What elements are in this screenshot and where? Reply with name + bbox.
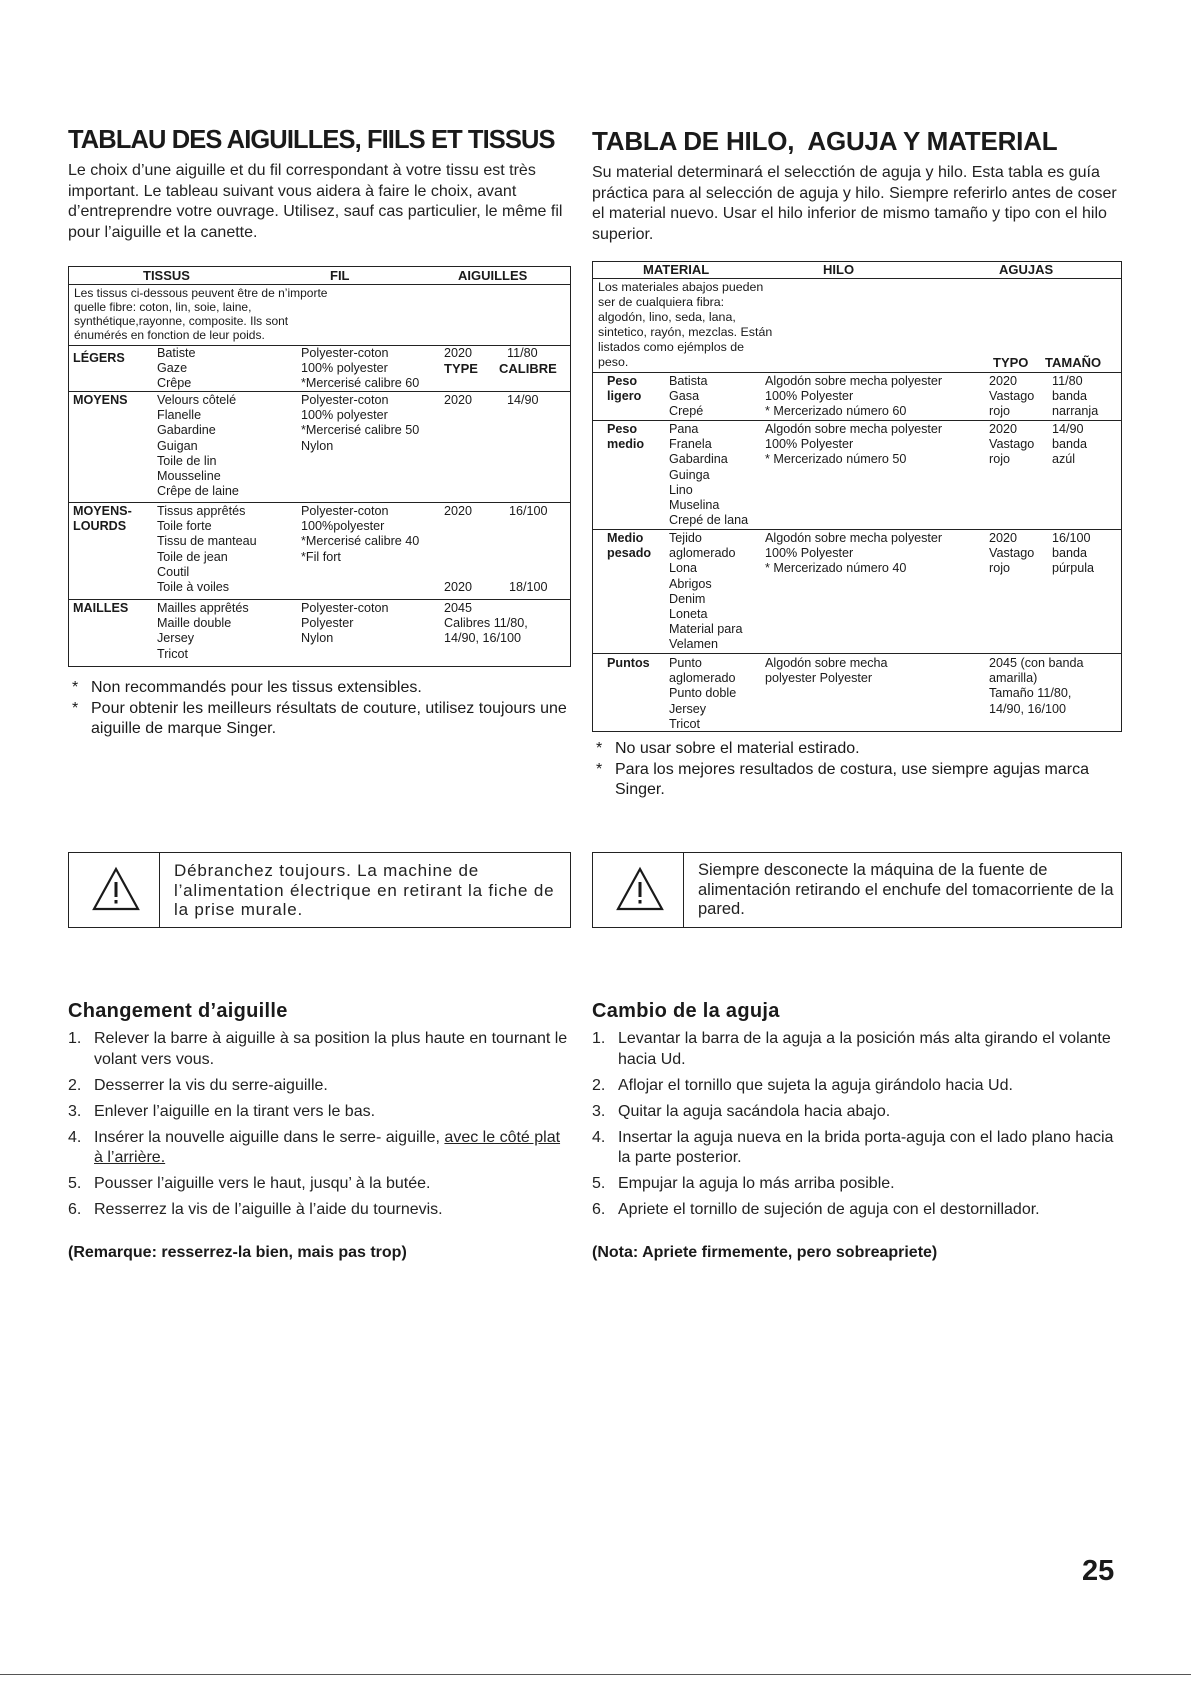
fr-moyens-label: MOYENS [73,393,128,407]
es-step-6 [592,1200,1122,1221]
fr-lourds-size-2: 18/100 [509,580,548,594]
es-step-text: Insertar la aguja nueva en la brida porta-aguja con el lado plano hacia la parte posterior. [618,1128,1114,1166]
fr-legers-size: 11/80 [507,346,538,360]
fr-row-legers [69,346,570,392]
fr-step-6 [68,1200,572,1221]
fr-header-aiguilles: AIGUILLES [458,268,528,283]
fr-table-intro: Les tissus ci-dessous peuvent être de n’importe quelle fibre: coton, lin, soie, laine, synthétique,rayonne, composite. Ils sont énumérés en fonction de leur poids. [74,286,328,342]
es-intro-paragraph: Su material determinará el selecctión de aguja y hilo. Esta tabla es guía práctica para al selección de aguja y hilo. Siempre referirlo antes de coser el material nuevo. Usar el hilo inferior de mismo tamaño y tipo con el hilo superior. [592,164,1117,243]
fr-step-4-underlined: avec le côté plat à l’arrière. [94,1128,561,1166]
es-medio-size: 14/90 banda azúl [1052,422,1088,467]
warning-triangle-icon [91,866,141,912]
fr-mailles-needles: 2045 Calibres 11/80, 14/90, 16/100 [444,601,528,646]
fr-step-text: Relever la barre à aiguille à sa position la plus haute en tournant le volant vers vous. [94,1030,568,1068]
es-step-1 [592,1029,1122,1070]
fr-row-moyens [69,392,570,503]
fr-legers-label: LÉGERS [73,351,125,365]
fr-step-number: 1. [68,1030,82,1047]
fr-size-label: CALIBRE [499,361,557,376]
es-footnote-2: * Para los mejores resultados de costura, use siempre agujas marca Singer. [592,760,1122,801]
es-step-2 [592,1076,1122,1097]
es-footnotes [592,739,1122,801]
fr-legers-type: 2020 [444,346,473,360]
es-header-agujas: AGUJAS [999,262,1054,277]
es-table-header [593,262,1121,279]
es-row-medio [593,421,1121,530]
fr-step-number: 4. [68,1128,82,1146]
fr-header-fil: FIL [330,268,350,283]
fr-row-mailles [69,600,570,666]
es-row-puntos [593,654,1121,731]
fr-step-text: Pousser l’aiguille vers le haut, jusqu’ à la butée. [94,1175,431,1192]
es-page-title: TABLA DE HILO, AGUJA Y MATERIAL [592,126,1058,156]
es-puntos-label: Puntos [607,656,650,670]
es-table-intro-row [593,279,1121,373]
es-pesado-threads: Algodón sobre mecha polyester 100% Polyester * Mercerizado número 40 [765,531,943,576]
fr-lourds-threads: Polyester-coton 100%polyester *Mercerisé calibre 40 *Fil fort [301,504,420,564]
spanish-column [592,126,1124,245]
fr-moyens-threads: Polyester-coton 100% polyester *Mercerisé calibre 50 Nylon [301,393,420,453]
es-pesado-fabrics: Tejido aglomerado Lona Abrigos Denim Loneta Material para Velamen [669,531,743,652]
es-row-pesado [593,530,1121,654]
es-remark: (Nota: Apriete firmemente, pero sobreapriete) [592,1244,938,1261]
fr-lourds-label: MOYENS- LOURDS [73,504,132,534]
fr-warning-text: Débranchez toujours. La machine de l’alimentation électrique en retirant la fiche de la prise murale. [174,861,555,919]
fr-needle-change-title: Changement d’aiguille [68,1000,288,1022]
es-warning-text: Siempre desconecte la máquina de la fuente de alimentación retirando el enchufe del tomacorriente de la pared. [698,861,1114,918]
fr-moyens-fabrics: Velours côtelé Flanelle Gabardine Guigan Toile de lin Mousseline Crêpe de laine [157,393,239,499]
es-step-5 [592,1174,1122,1195]
es-header-hilo: HILO [823,262,855,277]
es-needle-thread-table [592,261,1122,732]
fr-step-5 [68,1174,572,1195]
es-step-number: 1. [592,1030,606,1047]
fr-table-header [69,267,570,285]
fr-lourds-type-2: 2020 [444,580,473,594]
es-medio-fabrics: Pana Franela Gabardina Guinga Lino Muselina Crepé de lana [669,422,749,528]
es-ligero-label: Peso ligero [607,374,642,404]
fr-lourds-type: 2020 [444,504,473,518]
fr-step-2 [68,1076,572,1097]
es-puntos-fabrics: Punto aglomerado Punto doble Jersey Tricot [669,656,737,731]
es-step-number: 6. [592,1201,606,1218]
es-medio-threads: Algodón sobre mecha polyester 100% Polyester * Mercerizado número 50 [765,422,943,467]
es-step-number: 4. [592,1128,606,1146]
es-medio-label: Peso medio [607,422,645,452]
es-warning-divider [683,853,684,927]
fr-step-number: 3. [68,1102,82,1120]
es-puntos-threads: Algodón sobre mecha polyester Polyester [765,656,888,686]
fr-footnotes [68,678,570,740]
fr-step-text: Desserrer la vis du serre-aiguille. [94,1076,328,1094]
fr-step-text: Insérer la nouvelle aiguille dans le serre- aiguille, [94,1128,440,1146]
es-step-number: 5. [592,1175,606,1192]
es-ligero-type: 2020 Vastago rojo [989,374,1035,419]
fr-intro-paragraph: Le choix d’une aiguille et du fil correspondant à votre tissu est très important. Le tableau suivant vous aidera à faire le choix, avant d’entreprendre votre ouvrage. Utilisez, sauf cas particulier, le même fil pour l’aiguille et la canette. [68,162,563,241]
fr-moyens-size: 14/90 [507,393,539,407]
fr-warning-box [68,852,571,928]
es-needle-change-steps [592,1029,1122,1221]
es-step-4 [592,1128,1122,1169]
es-pesado-type: 2020 Vastago rojo [989,531,1035,576]
es-puntos-needles: 2045 (con banda amarilla) Tamaño 11/80, 14/90, 16/100 [989,656,1084,716]
fr-page-title: TABLAU DES AIGUILLES, FIILS ET TISSUS [68,126,555,154]
fr-warning-divider [159,853,160,927]
es-table-intro: Los materiales abajos pueden ser de cualquiera fibra: algodón, lino, seda, lana, sintetico, rayón, mezclas. Están listados como ejémplos de peso. [598,280,773,369]
fr-step-number: 6. [68,1201,82,1218]
fr-legers-threads: Polyester-coton 100% polyester *Mercerisé calibre 60 [301,346,420,391]
es-ligero-threads: Algodón sobre mecha polyester 100% Polyester * Mercerizado número 60 [765,374,943,419]
es-step-text: Aflojar el tornillo que sujeta la aguja girándolo hacia Ud. [618,1076,1013,1094]
fr-type-label: TYPE [444,361,478,376]
french-column [68,126,573,243]
fr-lourds-size: 16/100 [509,504,548,518]
fr-row-moyens-lourds [69,503,570,600]
es-ligero-fabrics: Batista Gasa Crepé [669,374,708,419]
es-step-text: Levantar la barra de la aguja a la posición más alta girando el volante hacia Ud. [618,1030,1111,1068]
fr-mailles-fabrics: Mailles apprêtés Maille double Jersey Tricot [157,601,249,661]
es-step-number: 3. [592,1102,606,1120]
fr-step-number: 5. [68,1175,82,1192]
es-pesado-label: Medio pesado [607,531,652,561]
fr-step-4 [68,1128,572,1169]
fr-step-1 [68,1029,572,1070]
fr-moyens-type: 2020 [444,393,473,407]
fr-legers-fabrics: Batiste Gaze Crêpe [157,346,196,391]
es-warning-box [592,852,1122,928]
es-step-text: Quitar la aguja sacándola hacia abajo. [618,1102,891,1120]
warning-triangle-icon [615,866,665,912]
es-row-ligero [593,373,1121,421]
fr-step-number: 2. [68,1076,82,1094]
es-size-label: TAMAÑO [1045,355,1102,370]
es-step-text: Empujar la aguja lo más arriba posible. [618,1175,895,1192]
fr-mailles-label: MAILLES [73,601,129,615]
es-medio-type: 2020 Vastago rojo [989,422,1035,467]
es-step-3 [592,1102,1122,1123]
es-needle-change-title: Cambio de la aguja [592,1000,780,1022]
fr-mailles-threads: Polyester-coton Polyester Nylon [301,601,389,646]
fr-footnote-1: * Non recommandés pour les tissus extensibles. [68,678,570,699]
fr-step-3 [68,1102,572,1123]
fr-needle-thread-table [68,266,571,667]
es-step-number: 2. [592,1076,606,1094]
es-pesado-size: 16/100 banda púrpula [1052,531,1095,576]
fr-step-text: Enlever l’aiguille en la tirant vers le bas. [94,1102,376,1120]
es-step-text: Apriete el tornillo de sujeción de aguja con el destornillador. [618,1201,1040,1218]
es-ligero-size: 11/80 banda narranja [1052,374,1099,419]
bottom-rule [0,1674,1191,1675]
fr-lourds-fabrics: Tissus apprêtés Toile forte Tissu de manteau Toile de jean Coutil Toile à voiles [157,504,257,595]
fr-remark: (Remarque: resserrez-la bien, mais pas trop) [68,1244,407,1261]
fr-table-intro-row [69,285,570,346]
es-footnote-1: * No usar sobre el material estirado. [592,739,1122,760]
fr-needle-change-steps [68,1029,572,1221]
fr-step-text: Resserrez la vis de l’aiguille à l’aide du tournevis. [94,1201,443,1218]
fr-footnote-2: * Pour obtenir les meilleurs résultats de couture, utilisez toujours une aiguille de marque Singer. [68,699,570,740]
page-number: 25 [1082,1555,1115,1587]
es-type-label: TYPO [993,355,1029,370]
es-header-material: MATERIAL [643,262,710,277]
fr-header-tissus: TISSUS [143,268,190,283]
